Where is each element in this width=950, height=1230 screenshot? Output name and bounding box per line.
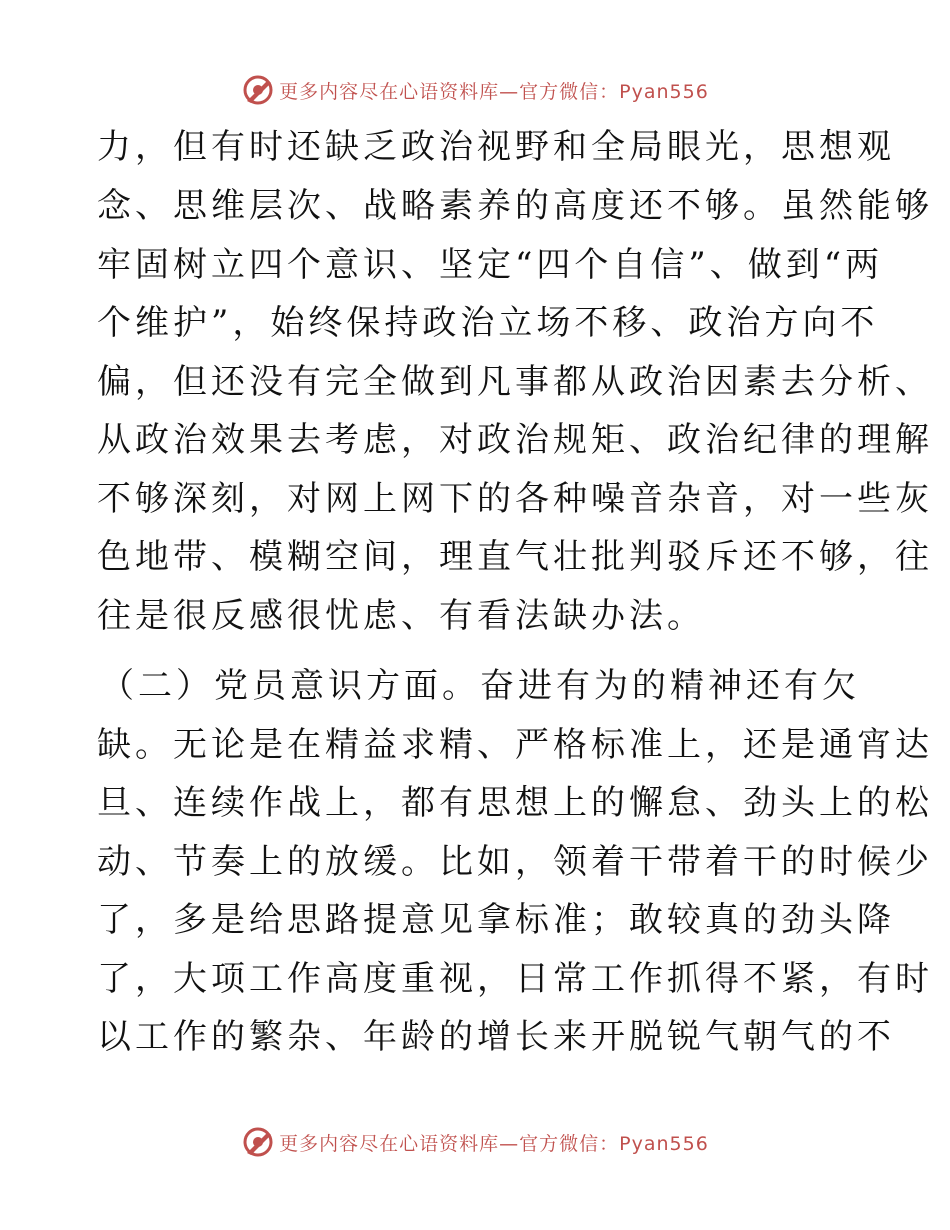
header-text: 更多内容尽在心语资料库—官方微信：Pyan556 — [279, 80, 709, 103]
body-line: 了，大项工作高度重视，日常工作抓得不紧，有时 — [97, 959, 933, 999]
body-line: 了，多是给思路提意见拿标准；敢较真的劲头降 — [97, 900, 895, 940]
body-line: 旦、连续作战上，都有思想上的懈怠、劲头上的松 — [97, 783, 933, 823]
footer-banner — [0, 1122, 950, 1162]
body-line: 力，但有时还缺乏政治视野和全局眼光，思想观 — [97, 127, 895, 167]
section-heading: （二）党员意识方面。奋进有为的精神还有欠 — [100, 666, 860, 706]
quill-logo-icon — [241, 1125, 275, 1159]
body-line: 牢固树立四个意识、坚定“四个自信”、做到“两 — [97, 245, 884, 285]
body-line: 以工作的繁杂、年龄的增长来开脱锐气朝气的不 — [97, 1017, 895, 1057]
body-line: 往是很反感很忧虑、有看法缺办法。 — [97, 596, 705, 636]
footer-text: 更多内容尽在心语资料库—官方微信：Pyan556 — [279, 1132, 709, 1155]
quill-logo-icon — [241, 73, 275, 107]
body-line: 动、节奏上的放缓。比如，领着干带着干的时候少 — [97, 842, 933, 882]
body-line: 个维护”，始终保持政治立场不移、政治方向不 — [97, 303, 879, 343]
body-line: 念、思维层次、战略素养的高度还不够。虽然能够 — [97, 186, 933, 226]
body-line: 偏，但还没有完全做到凡事都从政治因素去分析、 — [97, 362, 933, 402]
header-banner — [0, 70, 950, 110]
body-line: 缺。无论是在精益求精、严格标准上，还是通宵达 — [97, 725, 933, 765]
body-line: 从政治效果去考虑，对政治规矩、政治纪律的理解 — [97, 420, 933, 460]
body-line: 不够深刻，对网上网下的各种噪音杂音，对一些灰 — [97, 479, 933, 519]
body-line: 色地带、模糊空间，理直气壮批判驳斥还不够，往 — [97, 537, 933, 577]
